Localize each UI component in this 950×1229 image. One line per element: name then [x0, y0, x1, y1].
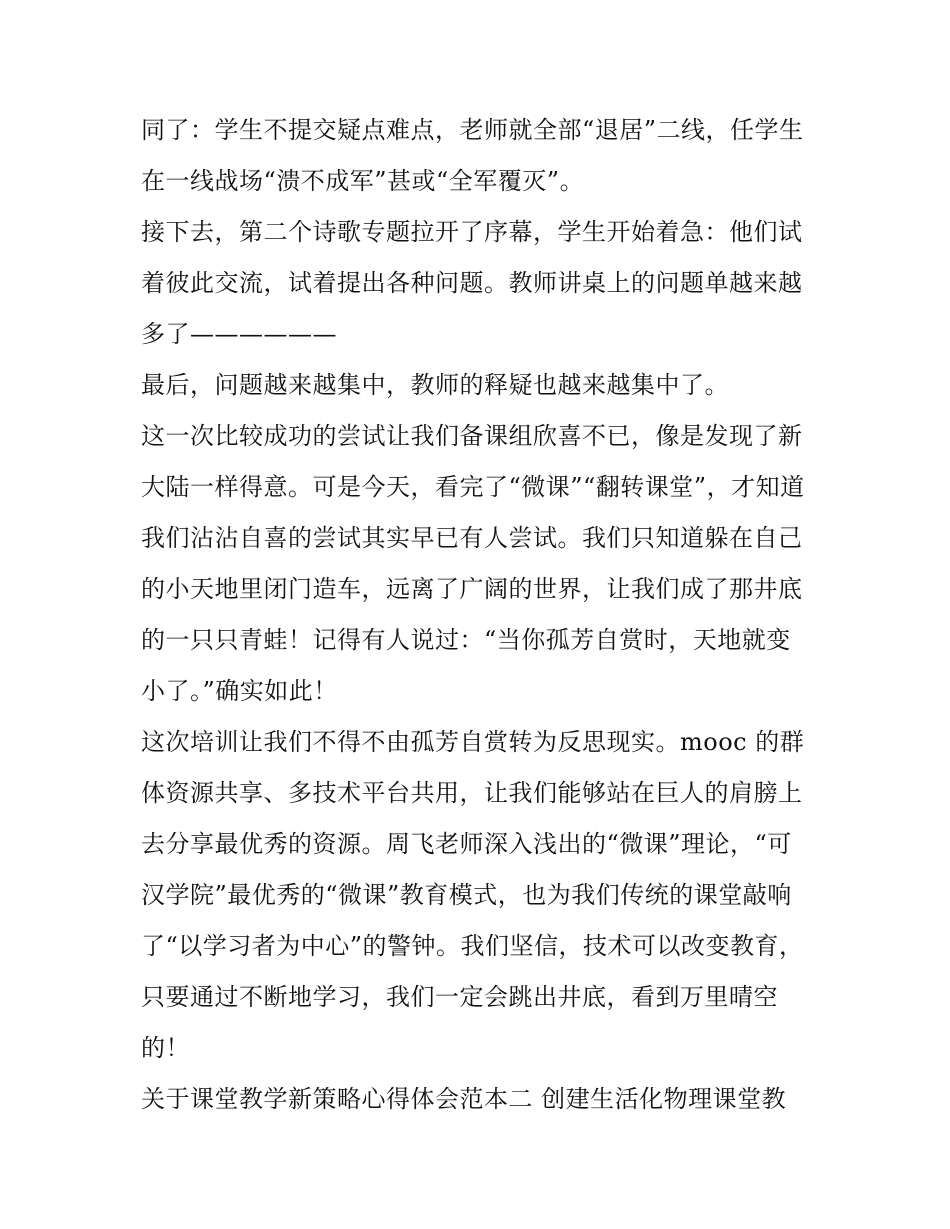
text-line: 汉学院”最优秀的“微课”教育模式，也为我们传统的课堂敲响 [141, 881, 792, 909]
text-line: 着彼此交流，试着提出各种问题。教师讲桌上的问题单越来越 [141, 269, 803, 297]
text-line: 了“以学习者为中心”的警钟。我们坚信，技术可以改变教育， [141, 932, 804, 960]
text-line: 的一只只青蛙！记得有人说过：“当你孤芳自赏时，天地就变 [141, 626, 791, 654]
text-line: 最后，问题越来越集中，教师的释疑也越来越集中了。 [141, 371, 729, 399]
text-line: 体资源共享、多技术平台共用，让我们能够站在巨人的肩膀上 [141, 779, 803, 807]
text-line: 大陆一样得意。可是今天，看完了“微课”“翻转课堂”，才知道 [141, 473, 805, 501]
text-line: 这一次比较成功的尝试让我们备课组欣喜不已，像是发现了新 [141, 422, 803, 450]
text-line: 的！ [141, 1034, 190, 1062]
text-line: 关于课堂教学新策略心得体会范本二 创建生活化物理课堂教 [141, 1085, 787, 1113]
text-line: 同了：学生不提交疑点难点，老师就全部“退居”二线，任学生 [141, 116, 804, 144]
text-line: 在一线战场“溃不成军”甚或“全军覆灭”。 [141, 167, 585, 195]
text-line: 接下去，第二个诗歌专题拉开了序幕，学生开始着急：他们试 [141, 218, 803, 246]
body-text [141, 105, 821, 1125]
text-line: 我们沾沾自喜的尝试其实早已有人尝试。我们只知道躲在自己 [141, 524, 803, 552]
text-line: 这次培训让我们不得不由孤芳自赏转为反思现实。mooc 的群 [141, 728, 805, 756]
text-line: 多了—————— [141, 320, 337, 348]
text-line: 小了。”确实如此！ [141, 677, 338, 705]
text-line: 去分享最优秀的资源。周飞老师深入浅出的“微课”理论，“可 [141, 830, 792, 858]
text-line: 的小天地里闭门造车，远离了广阔的世界，让我们成了那井底 [141, 575, 803, 603]
text-line: 只要通过不断地学习，我们一定会跳出井底，看到万里晴空 [141, 983, 778, 1011]
